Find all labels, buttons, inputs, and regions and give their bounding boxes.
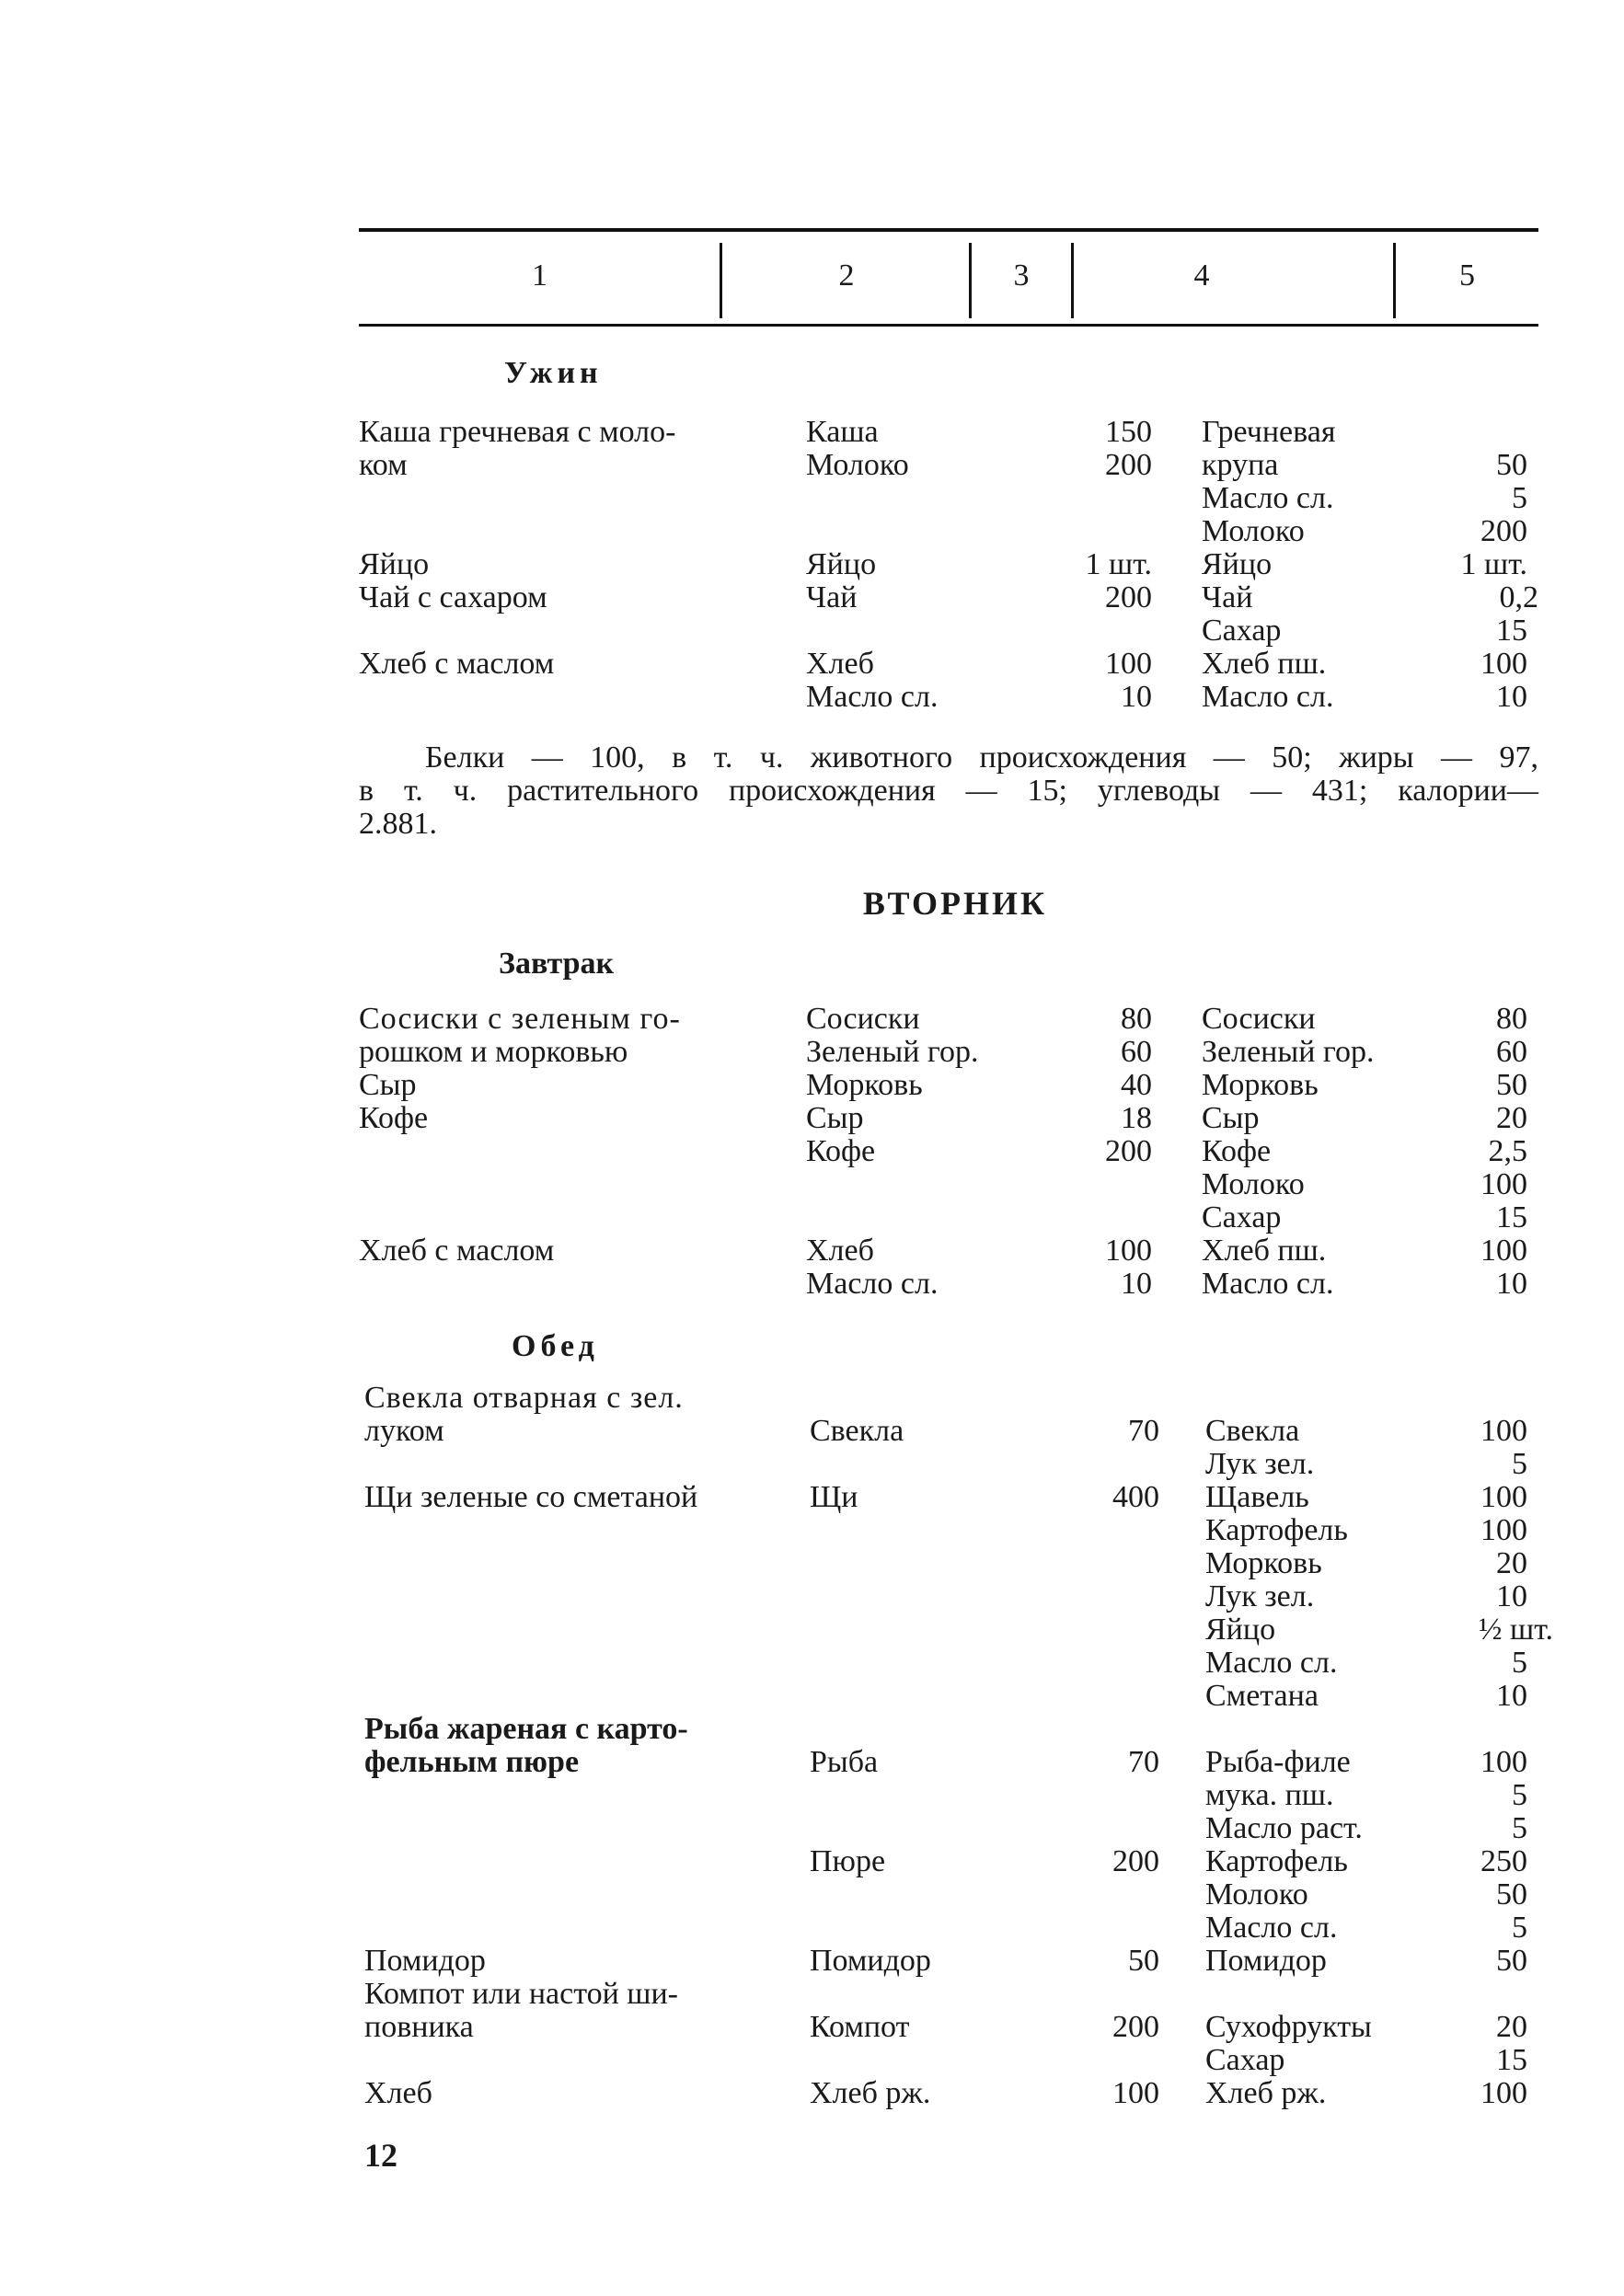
ingredient-name: Сахар: [1205, 2043, 1285, 2077]
ingredient-name: Свекла: [1205, 1414, 1300, 1448]
portion-grams: 200: [1105, 448, 1152, 482]
ingredient-name: Масло сл.: [1202, 680, 1334, 714]
portion-grams: 150: [1105, 415, 1152, 449]
portion-grams: 100: [1112, 2076, 1159, 2110]
ingredient-name: Молоко: [1205, 1877, 1308, 1911]
ingredient-name: мука. пш.: [1205, 1778, 1334, 1812]
ingredient-name: Картофель: [1205, 1513, 1348, 1547]
ingredient-name: Сахар: [1202, 1200, 1282, 1234]
portion-grams: 70: [1128, 1414, 1159, 1448]
ingredient-name: Рыба-филе: [1205, 1745, 1351, 1779]
portion-name: Хлеб: [806, 647, 874, 681]
page-number: 12: [364, 2137, 397, 2174]
ingredient-grams: 5: [1512, 1447, 1527, 1481]
portion-name: Компот: [810, 2010, 910, 2044]
ingredient-grams: 5: [1512, 1811, 1527, 1845]
dish-name: Рыба жареная с карто-: [364, 1712, 688, 1746]
ingredient-name: Сосиски: [1202, 1002, 1316, 1036]
portion-name: Хлеб: [806, 1234, 874, 1268]
ingredient-grams: 60: [1496, 1035, 1527, 1069]
dish-name: луком: [364, 1414, 444, 1448]
ingredient-name: Масло сл.: [1205, 1646, 1338, 1680]
portion-grams: 100: [1105, 1234, 1152, 1268]
portion-grams: 80: [1121, 1002, 1152, 1036]
column-header-5: 5: [1459, 258, 1475, 293]
meal-heading-supper: Ужин: [504, 356, 603, 390]
ingredient-grams: 5: [1512, 1778, 1527, 1812]
ingredient-grams: 10: [1496, 1267, 1527, 1301]
summary-line: Белки — 100, в т. ч. животного происхождения — 50; жиры — 97,: [425, 740, 1538, 775]
portion-grams: 70: [1128, 1745, 1159, 1779]
dish-name: Чай с сахаром: [359, 580, 547, 614]
dish-name: Компот или настой ши-: [364, 1977, 678, 2011]
ingredient-grams: 10: [1496, 1579, 1527, 1613]
ingredient-grams: 100: [1480, 1513, 1527, 1547]
ingredient-grams: 100: [1480, 647, 1527, 681]
portion-name: Морковь: [806, 1068, 923, 1102]
ingredient-name: Сахар: [1202, 614, 1282, 648]
portion-name: Кофе: [806, 1134, 876, 1168]
ingredient-grams: 100: [1480, 2076, 1527, 2110]
dish-name: рошком и морковью: [359, 1035, 628, 1069]
portion-name: Масло сл.: [806, 680, 939, 714]
ingredient-grams: 5: [1512, 1646, 1527, 1680]
dish-name: ком: [359, 448, 408, 482]
dish-name: фельным пюре: [364, 1745, 580, 1779]
ingredient-grams: ½ шт.: [1479, 1613, 1553, 1647]
dish-name: Яйцо: [359, 547, 430, 581]
ingredient-name: Сухофрукты: [1205, 2010, 1372, 2044]
ingredient-name: Сыр: [1202, 1101, 1260, 1135]
ingredient-grams: 15: [1496, 2043, 1527, 2077]
dish-name: Хлеб с маслом: [359, 1234, 555, 1268]
portion-name: Яйцо: [806, 547, 877, 581]
dish-name: Щи зеленые со сметаной: [364, 1480, 698, 1514]
ingredient-name: Морковь: [1205, 1546, 1322, 1580]
ingredient-grams: 50: [1496, 1877, 1527, 1911]
portion-grams: 60: [1121, 1035, 1152, 1069]
portion-name: Масло сл.: [806, 1267, 939, 1301]
ingredient-name: Хлеб рж.: [1205, 2076, 1327, 2110]
column-header-3: 3: [1013, 258, 1030, 293]
portion-grams: 200: [1112, 2010, 1159, 2044]
portion-grams: 10: [1121, 680, 1152, 714]
dish-name: Сыр: [359, 1068, 417, 1102]
portion-name: Чай: [806, 580, 858, 614]
ingredient-name: Гречневая: [1202, 415, 1336, 449]
ingredient-grams: 10: [1496, 680, 1527, 714]
ingredient-grams: 0,2: [1499, 580, 1538, 614]
ingredient-grams: 5: [1512, 1911, 1527, 1945]
day-title: ВТОРНИК: [862, 885, 1048, 922]
portion-name: Сосиски: [806, 1002, 920, 1036]
ingredient-grams: 1 шт.: [1460, 547, 1527, 581]
ingredient-name: Хлеб пш.: [1202, 647, 1327, 681]
ingredient-name: Морковь: [1202, 1068, 1319, 1102]
ingredient-grams: 100: [1480, 1745, 1527, 1779]
column-header-2: 2: [838, 258, 855, 293]
ingredient-name: Лук зел.: [1205, 1447, 1315, 1481]
meal-heading-lunch: Обед: [512, 1329, 599, 1363]
portion-name: Рыба: [810, 1745, 879, 1779]
ingredient-grams: 20: [1496, 1546, 1527, 1580]
portion-grams: 18: [1121, 1101, 1152, 1135]
portion-name: Каша: [806, 415, 879, 449]
ingredient-name: Яйцо: [1205, 1613, 1276, 1647]
ingredient-grams: 100: [1480, 1234, 1527, 1268]
ingredient-name: Помидор: [1205, 1944, 1327, 1978]
dish-name: Помидор: [364, 1944, 486, 1978]
meal-heading-breakfast: Завтрак: [499, 947, 615, 981]
ingredient-name: Молоко: [1202, 514, 1305, 548]
ingredient-name: крупа: [1202, 448, 1279, 482]
portion-grams: 1 шт.: [1085, 547, 1152, 581]
ingredient-grams: 100: [1480, 1480, 1527, 1514]
ingredient-grams: 80: [1496, 1002, 1527, 1036]
portion-grams: 10: [1121, 1267, 1152, 1301]
dish-name: Свекла отварная с зел.: [364, 1381, 684, 1415]
ingredient-name: Картофель: [1205, 1844, 1348, 1878]
portion-name: Зеленый гор.: [806, 1035, 979, 1069]
nutrition-summary: [359, 741, 1538, 841]
ingredient-grams: 2,5: [1488, 1134, 1527, 1168]
ingredient-name: Чай: [1202, 580, 1253, 614]
portion-grams: 200: [1112, 1844, 1159, 1878]
ingredient-name: Масло сл.: [1205, 1911, 1338, 1945]
ingredient-grams: 100: [1480, 1167, 1527, 1201]
ingredient-grams: 5: [1512, 481, 1527, 515]
dish-name: Сосиски с зеленым го-: [359, 1002, 681, 1036]
portion-grams: 400: [1112, 1480, 1159, 1514]
portion-name: Свекла: [810, 1414, 904, 1448]
ingredient-grams: 100: [1480, 1414, 1527, 1448]
portion-name: Хлеб рж.: [810, 2076, 931, 2110]
ingredient-name: Зеленый гор.: [1202, 1035, 1375, 1069]
ingredient-grams: 250: [1480, 1844, 1527, 1878]
ingredient-name: Лук зел.: [1205, 1579, 1315, 1613]
column-header-4: 4: [1193, 258, 1210, 293]
ingredient-name: Масло сл.: [1202, 1267, 1334, 1301]
ingredient-name: Масло сл.: [1202, 481, 1334, 515]
portion-grams: 200: [1105, 1134, 1152, 1168]
ingredient-grams: 200: [1480, 514, 1527, 548]
portion-grams: 200: [1105, 580, 1152, 614]
dish-name: повника: [364, 2010, 474, 2044]
ingredient-name: Сметана: [1205, 1679, 1319, 1713]
ingredient-name: Кофе: [1202, 1134, 1272, 1168]
ingredient-grams: 20: [1496, 2010, 1527, 2044]
portion-grams: 40: [1121, 1068, 1152, 1102]
ingredient-grams: 50: [1496, 1068, 1527, 1102]
portion-name: Помидор: [810, 1944, 931, 1978]
ingredient-name: Яйцо: [1202, 547, 1273, 581]
portion-name: Щи: [810, 1480, 858, 1514]
portion-name: Молоко: [806, 448, 909, 482]
ingredient-grams: 15: [1496, 1200, 1527, 1234]
column-header-1: 1: [532, 258, 547, 293]
portion-name: Сыр: [806, 1101, 864, 1135]
summary-line: в т. ч. растительного происхождения — 15; углеводы — 431; калории—: [359, 774, 1538, 808]
dish-name: Каша гречневая с моло-: [359, 415, 676, 449]
ingredient-name: Хлеб пш.: [1202, 1234, 1327, 1268]
portion-grams: 50: [1128, 1944, 1159, 1978]
ingredient-grams: 10: [1496, 1679, 1527, 1713]
ingredient-grams: 20: [1496, 1101, 1527, 1135]
ingredient-grams: 50: [1496, 1944, 1527, 1978]
ingredient-name: Молоко: [1202, 1167, 1305, 1201]
dish-name: Кофе: [359, 1101, 429, 1135]
dish-name: Хлеб с маслом: [359, 647, 555, 681]
column-header-table: [359, 228, 1538, 327]
portion-grams: 100: [1105, 647, 1152, 681]
summary-line: 2.881.: [359, 807, 437, 841]
ingredient-name: Масло раст.: [1205, 1811, 1363, 1845]
ingredient-grams: 50: [1496, 448, 1527, 482]
ingredient-name: Щавель: [1205, 1480, 1309, 1514]
ingredient-grams: 15: [1496, 614, 1527, 648]
dish-name: Хлеб: [364, 2076, 432, 2110]
portion-name: Пюре: [810, 1844, 886, 1878]
